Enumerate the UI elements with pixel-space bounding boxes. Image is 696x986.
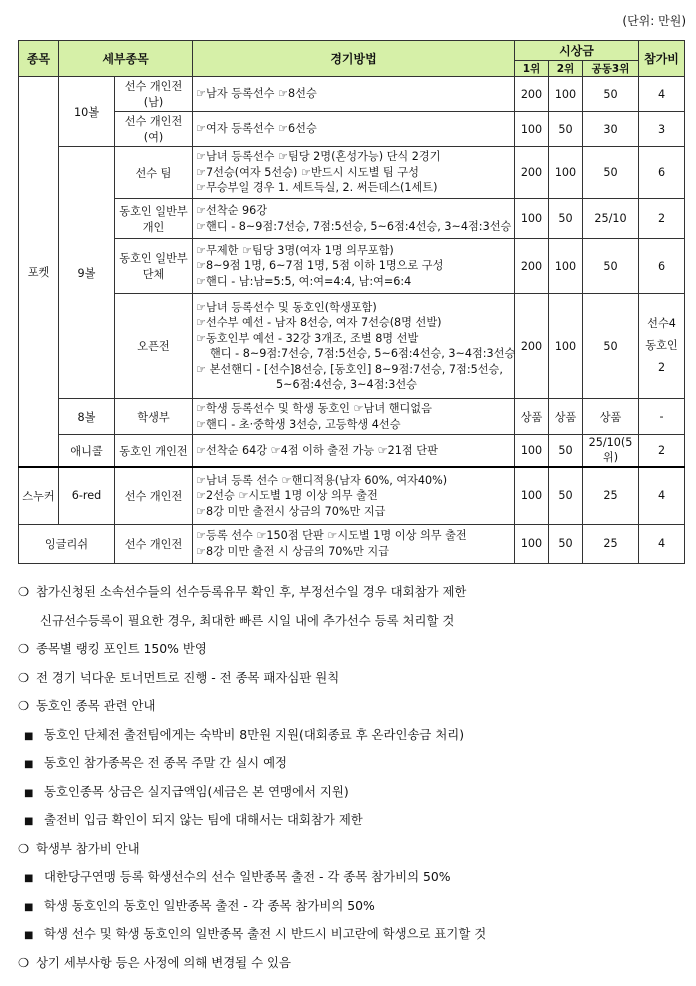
method-line: ☞선착순 64강 ☞4점 이하 출전 가능 ☞21점 단판 <box>196 443 438 457</box>
method-line: ☞7선승(여자 5선승) ☞반드시 시도별 팀 구성 <box>196 165 419 179</box>
fee-cell: 4 <box>639 77 685 112</box>
table-row <box>19 435 685 468</box>
method-cell <box>193 77 515 112</box>
square-bullet-icon: ■ <box>24 759 34 770</box>
method-line: ☞동호인부 예선 - 32강 3개조, 조별 8명 선발 <box>196 331 419 345</box>
square-bullet-icon: ■ <box>24 788 34 799</box>
method-line: ☞남자 등록선수 ☞8선승 <box>196 87 317 101</box>
fee-cell: 2 <box>639 199 685 239</box>
prize3-cell: 50 <box>583 147 639 199</box>
note-item: ■ 동호인 단체전 출전팀에게는 숙박비 8만원 지원(대회종료 후 온라인송금 처리) <box>18 725 464 743</box>
header-sub: 세부종목 <box>59 41 193 77</box>
method-line: ☞2선승 ☞시도별 1명 이상 의무 출전 <box>196 489 378 502</box>
prize3-cell: 상품 <box>583 399 639 435</box>
event-cell: 잉글리쉬 <box>19 524 115 563</box>
method-line: ☞무승부일 경우 1. 세트득실, 2. 써든데스(1세트) <box>196 181 438 195</box>
prize2-cell: 50 <box>549 467 583 524</box>
sub-cell: 동호인 일반부 단체 <box>115 239 193 294</box>
method-line: ☞핸디 - 8~9점:7선승, 7점:5선승, 5~6점:4선승, 3~4점:3선승 <box>196 219 512 233</box>
sub-cell: 학생부 <box>115 399 193 435</box>
square-bullet-icon: ■ <box>24 930 34 941</box>
ball-cell: 애니콜 <box>59 435 115 468</box>
note-item: ■ 동호인 참가종목은 전 종목 주말 간 실시 예정 <box>18 753 287 771</box>
sub-cell: 선수 팀 <box>115 147 193 199</box>
table-row <box>19 199 685 239</box>
prize1-cell: 200 <box>515 294 549 399</box>
header-prize: 시상금 <box>515 41 639 61</box>
table-row <box>19 467 685 524</box>
prize1-cell: 200 <box>515 77 549 112</box>
header-p2: 2위 <box>549 61 583 77</box>
header-event: 종목 <box>19 41 59 77</box>
method-cell <box>193 467 515 524</box>
table-row <box>19 147 685 199</box>
prize1-cell: 상품 <box>515 399 549 435</box>
prize2-cell: 상품 <box>549 399 583 435</box>
event-cell: 포켓 <box>19 77 59 468</box>
method-cell <box>193 147 515 199</box>
square-bullet-icon: ■ <box>24 731 34 742</box>
prize1-cell: 200 <box>515 239 549 294</box>
prize2-cell: 50 <box>549 435 583 468</box>
sub-cell: 선수 개인전 <box>115 467 193 524</box>
method-cell <box>193 294 515 399</box>
ball-cell: 8볼 <box>59 399 115 435</box>
header-fee: 참가비 <box>639 41 685 77</box>
note-item: ■ 학생 동호인의 동호인 일반종목 출전 - 각 종목 참가비의 50% <box>18 896 375 914</box>
square-bullet-icon: ■ <box>24 873 34 884</box>
method-line: ☞여자 등록선수 ☞6선승 <box>196 122 317 136</box>
fee-cell: 선수4 동호인2 <box>639 294 685 399</box>
method-line: ☞선수부 예선 - 남자 8선승, 여자 7선승(8명 선발) <box>196 316 442 329</box>
method-line: ☞ 본선핸디 - [선수]8선승, [동호인] 8~9점:7선승, 7점:5선승, <box>196 362 503 376</box>
fee-cell: 4 <box>639 467 685 524</box>
fee-cell: 2 <box>639 435 685 468</box>
fee-cell: 3 <box>639 112 685 147</box>
prize2-cell: 100 <box>549 147 583 199</box>
method-cell <box>193 435 515 468</box>
prize2-cell: 50 <box>549 199 583 239</box>
square-bullet-icon: ■ <box>24 902 34 913</box>
square-bullet-icon: ■ <box>24 816 34 827</box>
header-p1: 1위 <box>515 61 549 77</box>
note-item: ■ 대한당구연맹 등록 학생선수의 선수 일반종목 출전 - 각 종목 참가비의 50% <box>18 867 451 885</box>
method-line: ☞남녀 등록선수 및 동호인(학생포함) <box>196 300 377 314</box>
circle-bullet-icon: ❍ <box>18 584 30 599</box>
prize1-cell: 100 <box>515 199 549 239</box>
method-line: 5~6점:4선승, 3~4점:3선승 <box>276 378 417 391</box>
method-cell <box>193 112 515 147</box>
ball-cell: 9볼 <box>59 147 115 399</box>
method-line: ☞선착순 96강 <box>196 204 268 217</box>
sub-cell: 동호인 일반부 개인 <box>115 199 193 239</box>
note-item: ■ 출전비 입금 확인이 되지 않는 팀에 대해서는 대회참가 제한 <box>18 810 363 828</box>
note-item: ❍ 학생부 참가비 안내 <box>18 841 140 856</box>
method-line: ☞무제한 ☞팀당 3명(여자 1명 의무포함) <box>196 243 394 257</box>
unit-label: (단위: 만원) <box>622 14 686 28</box>
fee-cell: 4 <box>639 524 685 563</box>
note-item: ❍ 종목별 랭킹 포인트 150% 반영 <box>18 641 207 656</box>
sub-cell: 선수 개인전(여) <box>115 112 193 147</box>
note-item: ❍ 상기 세부사항 등은 사정에 의해 변경될 수 있음 <box>18 955 291 970</box>
prize3-cell: 50 <box>583 294 639 399</box>
circle-bullet-icon: ❍ <box>18 955 30 970</box>
event-cell: 스누커 <box>19 467 59 524</box>
prize2-cell: 50 <box>549 112 583 147</box>
prize3-cell: 25/10 <box>583 199 639 239</box>
prize2-cell: 100 <box>549 239 583 294</box>
ball-cell: 10볼 <box>59 77 115 147</box>
method-line: ☞학생 등록선수 및 학생 동호인 ☞남녀 핸디없음 <box>196 402 432 415</box>
note-item: ❍ 동호인 종목 관련 안내 <box>18 698 156 713</box>
header-p3: 공동3위 <box>583 61 639 77</box>
method-cell <box>193 239 515 294</box>
table-row <box>19 294 685 399</box>
schedule-table <box>18 40 685 564</box>
table-row <box>19 112 685 147</box>
fee-cell: 6 <box>639 239 685 294</box>
method-line: ☞남녀 등록선수 ☞팀당 2명(혼성가능) 단식 2경기 <box>196 150 441 164</box>
method-line: ☞등록 선수 ☞150점 단판 ☞시도별 1명 이상 의무 출전 <box>196 529 467 542</box>
note-item: ■ 학생 선수 및 학생 동호인의 일반종목 출전 시 반드시 비고란에 학생으로 표기할 것 <box>18 924 486 942</box>
sub-cell: 동호인 개인전 <box>115 435 193 468</box>
sub-cell: 선수 개인전 <box>115 524 193 563</box>
method-line: ☞핸디 - 초·중학생 3선승, 고등학생 4선승 <box>196 417 401 431</box>
circle-bullet-icon: ❍ <box>18 698 30 713</box>
table-row <box>19 239 685 294</box>
note-item: ■ 동호인종목 상금은 실지급액임(세금은 본 연맹에서 지원) <box>18 782 349 800</box>
method-line: 핸디 - 8~9점:7선승, 7점:5선승, 5~6점:4선승, 3~4점:3선승 <box>210 347 516 360</box>
method-line: ☞8~9점 1명, 6~7점 1명, 5점 이하 1명으로 구성 <box>196 259 444 273</box>
prize3-cell: 25 <box>583 467 639 524</box>
note-item: 신규선수등록이 필요한 경우, 최대한 빠른 시일 내에 추가선수 등록 처리할 것 <box>40 613 455 628</box>
prize2-cell: 50 <box>549 524 583 563</box>
fee-cell: 6 <box>639 147 685 199</box>
table-row <box>19 77 685 112</box>
prize3-cell: 25/10(5위) <box>583 435 639 468</box>
sub-cell: 선수 개인전(남) <box>115 77 193 112</box>
circle-bullet-icon: ❍ <box>18 841 30 856</box>
header-method: 경기방법 <box>193 41 515 77</box>
prize1-cell: 200 <box>515 147 549 199</box>
note-item: ❍ 참가신청된 소속선수들의 선수등록유무 확인 후, 부정선수일 경우 대회참가 제한 <box>18 584 467 599</box>
method-cell <box>193 199 515 239</box>
circle-bullet-icon: ❍ <box>18 641 30 656</box>
method-line: ☞남녀 등록 선수 ☞핸디적용(남자 60%, 여자40%) <box>196 473 448 487</box>
prize3-cell: 30 <box>583 112 639 147</box>
ball-cell: 6-red <box>59 467 115 524</box>
prize1-cell: 100 <box>515 435 549 468</box>
sub-cell: 오픈전 <box>115 294 193 399</box>
method-line: ☞핸디 - 남:남=5:5, 여:여=4:4, 남:여=6:4 <box>196 274 412 288</box>
circle-bullet-icon: ❍ <box>18 670 30 685</box>
prize3-cell: 25 <box>583 524 639 563</box>
prize2-cell: 100 <box>549 77 583 112</box>
prize2-cell: 100 <box>549 294 583 399</box>
table-row <box>19 399 685 435</box>
method-line: ☞8강 미만 출전 시 상금의 70%만 지급 <box>196 544 390 558</box>
method-cell <box>193 399 515 435</box>
prize1-cell: 100 <box>515 524 549 563</box>
prize1-cell: 100 <box>515 467 549 524</box>
method-line: ☞8강 미만 출전시 상금의 70%만 지급 <box>196 504 386 518</box>
fee-cell: - <box>639 399 685 435</box>
method-cell <box>193 524 515 563</box>
prize1-cell: 100 <box>515 112 549 147</box>
prize3-cell: 50 <box>583 239 639 294</box>
note-item: ❍ 전 경기 넉다운 토너먼트로 진행 - 전 종목 패자심판 원칙 <box>18 670 340 685</box>
prize3-cell: 50 <box>583 77 639 112</box>
table-row <box>19 524 685 563</box>
